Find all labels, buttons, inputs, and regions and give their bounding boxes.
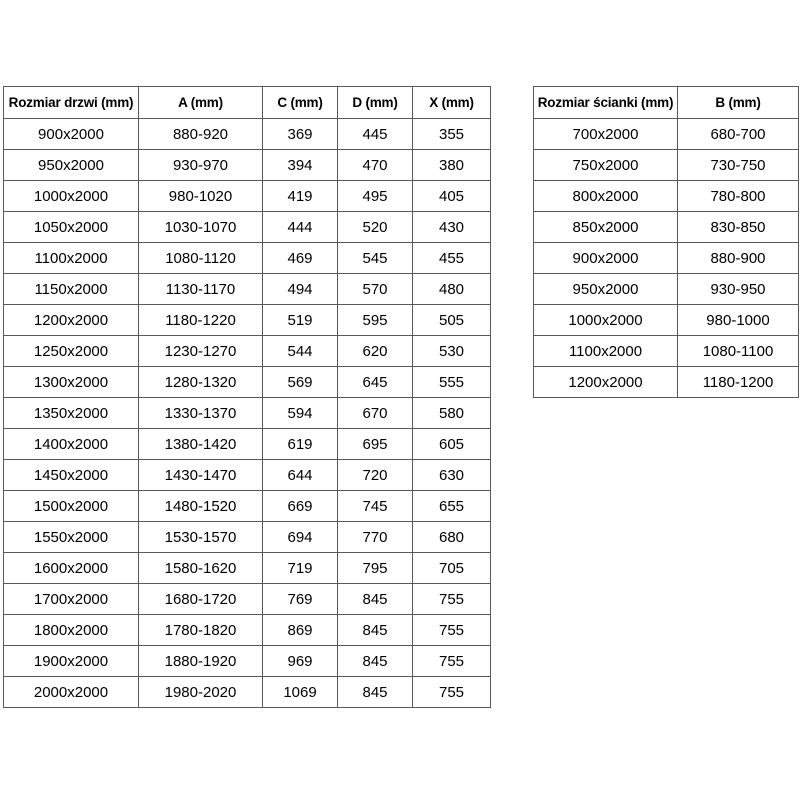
table-row [4, 274, 491, 305]
table-cell: 430 [413, 212, 491, 243]
table-cell: 1330-1370 [139, 398, 263, 429]
table-cell: 780-800 [678, 181, 799, 212]
table-cell: 800x2000 [534, 181, 678, 212]
table-row [534, 243, 799, 274]
table-cell: 405 [413, 181, 491, 212]
table-cell: 850x2000 [534, 212, 678, 243]
table-cell: 755 [413, 615, 491, 646]
table-cell: 1050x2000 [4, 212, 139, 243]
table-cell: 900x2000 [534, 243, 678, 274]
table-cell: 1030-1070 [139, 212, 263, 243]
table-cell: 1380-1420 [139, 429, 263, 460]
table-cell: 695 [338, 429, 413, 460]
table-cell: 900x2000 [4, 119, 139, 150]
table-cell: 1780-1820 [139, 615, 263, 646]
table-cell: 720 [338, 460, 413, 491]
table-row [4, 336, 491, 367]
table-row [4, 212, 491, 243]
table-cell: 845 [338, 646, 413, 677]
table-cell: 1000x2000 [4, 181, 139, 212]
table-cell: 1200x2000 [534, 367, 678, 398]
table-row [4, 243, 491, 274]
table-cell: 444 [263, 212, 338, 243]
table-cell: 930-970 [139, 150, 263, 181]
table-cell: 1600x2000 [4, 553, 139, 584]
table-cell: 1500x2000 [4, 491, 139, 522]
table-cell: 745 [338, 491, 413, 522]
table-cell: 1480-1520 [139, 491, 263, 522]
table-cell: 1800x2000 [4, 615, 139, 646]
table-row [4, 646, 491, 677]
table-cell: 980-1000 [678, 305, 799, 336]
table-cell: 719 [263, 553, 338, 584]
table-row [534, 274, 799, 305]
table-cell: 770 [338, 522, 413, 553]
table-cell: 394 [263, 150, 338, 181]
table-cell: 1130-1170 [139, 274, 263, 305]
header-cell: Rozmiar ścianki (mm) [534, 87, 678, 119]
table-row [4, 367, 491, 398]
table-cell: 730-750 [678, 150, 799, 181]
table-cell: 1400x2000 [4, 429, 139, 460]
table-cell: 845 [338, 584, 413, 615]
table-cell: 1430-1470 [139, 460, 263, 491]
table-cell: 830-850 [678, 212, 799, 243]
table-cell: 644 [263, 460, 338, 491]
table-cell: 1080-1100 [678, 336, 799, 367]
table-cell: 845 [338, 615, 413, 646]
door-size-table [3, 86, 491, 708]
table-cell: 1580-1620 [139, 553, 263, 584]
table-cell: 1350x2000 [4, 398, 139, 429]
table-cell: 1100x2000 [534, 336, 678, 367]
table-cell: 469 [263, 243, 338, 274]
table-cell: 869 [263, 615, 338, 646]
table-cell: 880-900 [678, 243, 799, 274]
table-cell: 755 [413, 677, 491, 708]
table-row [534, 150, 799, 181]
header-cell: A (mm) [139, 87, 263, 119]
table-cell: 655 [413, 491, 491, 522]
table-cell: 1550x2000 [4, 522, 139, 553]
header-cell: Rozmiar drzwi (mm) [4, 87, 139, 119]
table-cell: 1450x2000 [4, 460, 139, 491]
table-row [4, 491, 491, 522]
table-row [534, 212, 799, 243]
table-cell: 569 [263, 367, 338, 398]
table-cell: 950x2000 [534, 274, 678, 305]
table-cell: 1000x2000 [534, 305, 678, 336]
table-cell: 605 [413, 429, 491, 460]
table-cell: 694 [263, 522, 338, 553]
table-cell: 570 [338, 274, 413, 305]
table-row [4, 305, 491, 336]
table-cell: 545 [338, 243, 413, 274]
header-cell: D (mm) [338, 87, 413, 119]
table-cell: 1680-1720 [139, 584, 263, 615]
table-cell: 619 [263, 429, 338, 460]
table-cell: 580 [413, 398, 491, 429]
table-cell: 519 [263, 305, 338, 336]
table-row [4, 460, 491, 491]
table-cell: 755 [413, 646, 491, 677]
table-cell: 620 [338, 336, 413, 367]
table-cell: 669 [263, 491, 338, 522]
table-cell: 544 [263, 336, 338, 367]
table-cell: 445 [338, 119, 413, 150]
table-cell: 2000x2000 [4, 677, 139, 708]
wall-size-table [533, 86, 799, 398]
table-row [4, 429, 491, 460]
table-cell: 930-950 [678, 274, 799, 305]
table-row [4, 677, 491, 708]
table-row [534, 181, 799, 212]
table-cell: 795 [338, 553, 413, 584]
table-cell: 755 [413, 584, 491, 615]
table-row [534, 367, 799, 398]
table-cell: 950x2000 [4, 150, 139, 181]
table-cell: 555 [413, 367, 491, 398]
table-cell: 630 [413, 460, 491, 491]
table-cell: 769 [263, 584, 338, 615]
table-cell: 705 [413, 553, 491, 584]
table-cell: 700x2000 [534, 119, 678, 150]
table-row [534, 305, 799, 336]
table-cell: 1180-1220 [139, 305, 263, 336]
table-cell: 369 [263, 119, 338, 150]
table-cell: 480 [413, 274, 491, 305]
table-cell: 845 [338, 677, 413, 708]
table-cell: 470 [338, 150, 413, 181]
table-cell: 505 [413, 305, 491, 336]
table-cell: 380 [413, 150, 491, 181]
table-cell: 530 [413, 336, 491, 367]
table-cell: 1230-1270 [139, 336, 263, 367]
table-cell: 1900x2000 [4, 646, 139, 677]
table-cell: 1980-2020 [139, 677, 263, 708]
table-cell: 1200x2000 [4, 305, 139, 336]
table-cell: 1180-1200 [678, 367, 799, 398]
table-cell: 595 [338, 305, 413, 336]
table-cell: 1530-1570 [139, 522, 263, 553]
table-cell: 1700x2000 [4, 584, 139, 615]
table-cell: 1250x2000 [4, 336, 139, 367]
table-cell: 594 [263, 398, 338, 429]
table-cell: 680 [413, 522, 491, 553]
table-cell: 494 [263, 274, 338, 305]
table-row [4, 615, 491, 646]
table-cell: 419 [263, 181, 338, 212]
table-cell: 1069 [263, 677, 338, 708]
table-cell: 455 [413, 243, 491, 274]
table-cell: 520 [338, 212, 413, 243]
table-cell: 1280-1320 [139, 367, 263, 398]
table-row [4, 119, 491, 150]
table-row [4, 584, 491, 615]
table-cell: 680-700 [678, 119, 799, 150]
table-cell: 1080-1120 [139, 243, 263, 274]
table-cell: 1880-1920 [139, 646, 263, 677]
table-cell: 1300x2000 [4, 367, 139, 398]
table-cell: 1150x2000 [4, 274, 139, 305]
table-row [4, 553, 491, 584]
table-cell: 495 [338, 181, 413, 212]
table-row [534, 336, 799, 367]
table-row [4, 181, 491, 212]
table-row [534, 119, 799, 150]
table-cell: 880-920 [139, 119, 263, 150]
header-cell: X (mm) [413, 87, 491, 119]
header-row [4, 87, 491, 119]
table-row [4, 150, 491, 181]
table-cell: 355 [413, 119, 491, 150]
table-cell: 1100x2000 [4, 243, 139, 274]
table-cell: 645 [338, 367, 413, 398]
table-cell: 969 [263, 646, 338, 677]
table-row [4, 522, 491, 553]
header-cell: B (mm) [678, 87, 799, 119]
table-cell: 670 [338, 398, 413, 429]
header-cell: C (mm) [263, 87, 338, 119]
table-cell: 750x2000 [534, 150, 678, 181]
header-row [534, 87, 799, 119]
table-cell: 980-1020 [139, 181, 263, 212]
table-row [4, 398, 491, 429]
